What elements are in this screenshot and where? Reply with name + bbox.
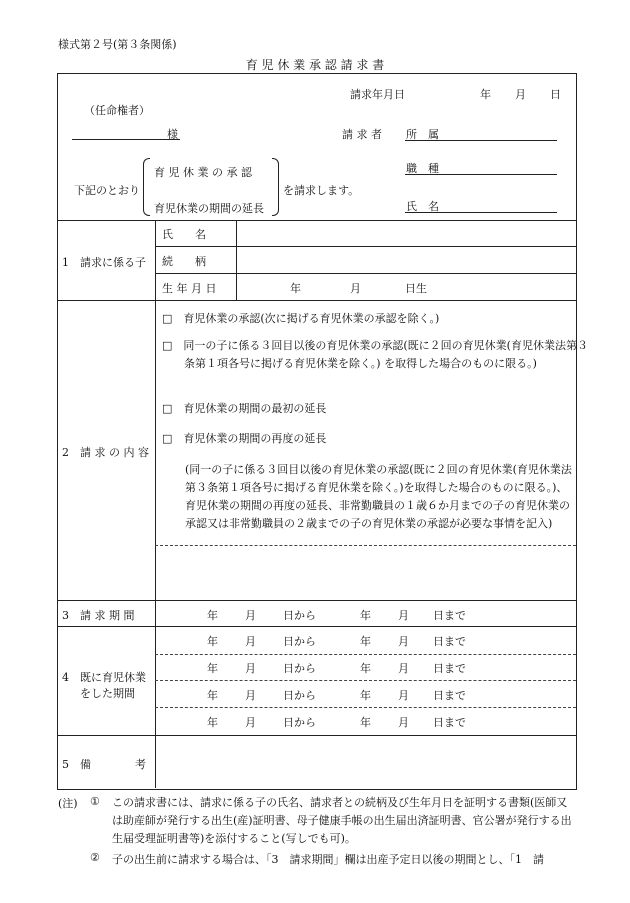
row-month: 月	[398, 662, 409, 675]
option-extension: 育児休業の期間の延長	[154, 202, 264, 215]
row-from: 日から	[283, 662, 316, 675]
checkbox-item[interactable]: □ 同一の子に係る３回目以後の育児休業の承認(既に２回の育児休業(育児休業法第３条第１項各号に掲げる育児休業を除く。) を取得した場合のものに限る。)	[162, 339, 588, 370]
section-4-label: 4 既に育児休業	[62, 671, 146, 684]
position-label: 職 種	[406, 162, 439, 175]
page-title: 育 児 休 業 承 認 請 求 書	[245, 58, 385, 72]
row-divider	[155, 273, 576, 274]
dashed-divider	[155, 707, 576, 708]
birth-year: 年	[290, 282, 301, 295]
dashed-divider	[155, 654, 576, 655]
row-year: 年	[207, 635, 218, 648]
section-4-label-cont: をした期間	[80, 687, 135, 700]
divider	[57, 626, 576, 627]
name-label: 氏 名	[406, 200, 439, 213]
left-bracket	[143, 158, 150, 216]
note-1-mark: ①	[90, 795, 100, 808]
relation-label: 続 柄	[162, 255, 206, 268]
row-from: 日から	[283, 635, 316, 648]
row-to: 日まで	[433, 689, 466, 702]
row-month: 月	[398, 716, 409, 729]
outro-text: を請求します。	[283, 184, 360, 197]
row-year: 年	[207, 662, 218, 675]
notes-prefix: (注)	[58, 797, 78, 810]
checkbox-item[interactable]: □ 育児休業の期間の再度の延長	[162, 432, 327, 445]
checkbox-item[interactable]: □ 育児休業の承認(次に掲げる育児休業の承認を除く。)	[162, 312, 440, 325]
right-bracket	[272, 158, 279, 216]
period-from: 日から	[283, 609, 316, 622]
row-year: 年	[360, 662, 371, 675]
row-month: 月	[245, 716, 256, 729]
label-column-divider	[155, 220, 156, 788]
row-year: 年	[360, 635, 371, 648]
position-field[interactable]	[405, 174, 557, 175]
row-year: 年	[360, 716, 371, 729]
requester-name-field[interactable]	[405, 212, 557, 213]
dashed-divider	[155, 545, 576, 546]
row-month: 月	[398, 689, 409, 702]
request-date-label: 請求年月日	[350, 88, 405, 101]
reason-note: (同一の子に係る３回目以後の育児休業の承認(既に２回の育児休業(育児休業法第３条第１項各号に掲げる育児休業を除く。)を取得した場合のものに限る。)、育児休業の期間の再度の延長、非常勤職員の１歳６か月までの子の育児休業の承認又は非常勤職員の２歳までの子の育児休業の承認が必要な事情を記入)	[185, 463, 572, 530]
affiliation-field[interactable]	[405, 140, 557, 141]
row-month: 月	[245, 689, 256, 702]
year-label: 年	[480, 88, 491, 101]
affiliation-label: 所 属	[406, 128, 439, 141]
section-1-label: 1 請求に係る子	[62, 256, 146, 269]
row-to: 日まで	[433, 635, 466, 648]
row-month: 月	[245, 662, 256, 675]
note-1: この請求書には、請求に係る子の氏名、請求者との続柄及び生年月日を証明する書類(医師又は助産師が発行する出生(産)証明書、母子健康手帳の出生届出済証明書、官公署が発行する出生届受理証明書等)を添付すること(写しでも可)。	[112, 796, 572, 845]
sama-label: 様	[167, 128, 178, 141]
subcolumn-divider	[236, 220, 237, 300]
row-from: 日から	[283, 716, 316, 729]
intro-text: 下記のとおり	[74, 184, 140, 197]
birth-day: 日生	[405, 282, 427, 295]
period-year: 年	[360, 609, 371, 622]
row-year: 年	[207, 716, 218, 729]
appointer-label: （任命権者）	[84, 104, 150, 117]
row-year: 年	[360, 689, 371, 702]
row-month: 月	[398, 635, 409, 648]
period-month: 月	[398, 609, 409, 622]
birth-month: 月	[350, 282, 361, 295]
appointer-name-field[interactable]	[72, 139, 180, 140]
day-label: 日	[550, 88, 561, 101]
row-year: 年	[207, 689, 218, 702]
row-to: 日まで	[433, 662, 466, 675]
form-number: 様式第２号(第３条関係)	[58, 38, 177, 51]
divider	[57, 300, 576, 301]
dashed-divider	[155, 680, 576, 681]
note-2-mark: ②	[90, 851, 100, 864]
row-month: 月	[245, 635, 256, 648]
checkbox-item[interactable]: □ 育児休業の期間の最初の延長	[162, 402, 327, 415]
divider	[57, 735, 576, 736]
period-month: 月	[245, 609, 256, 622]
period-to: 日まで	[433, 609, 466, 622]
note-2: 子の出生前に請求する場合は、「3 請求期間」欄は出産予定日以後の期間とし、「1 請	[112, 853, 544, 866]
section-3-label: 3 請 求 期 間	[62, 609, 135, 622]
row-divider	[155, 246, 576, 247]
row-from: 日から	[283, 689, 316, 702]
child-name-label: 氏 名	[162, 228, 206, 241]
option-approval: 育 児 休 業 の 承 認	[154, 166, 252, 179]
divider	[57, 600, 576, 601]
section-5-label: 5 備 考	[62, 758, 146, 771]
section-2-label: 2 請 求 の 内 容	[62, 446, 149, 459]
period-year: 年	[207, 609, 218, 622]
month-label: 月	[515, 88, 526, 101]
divider	[57, 220, 576, 221]
row-to: 日まで	[433, 716, 466, 729]
birth-date-label: 生 年 月 日	[162, 282, 217, 295]
requester-label: 請 求 者	[342, 128, 382, 141]
